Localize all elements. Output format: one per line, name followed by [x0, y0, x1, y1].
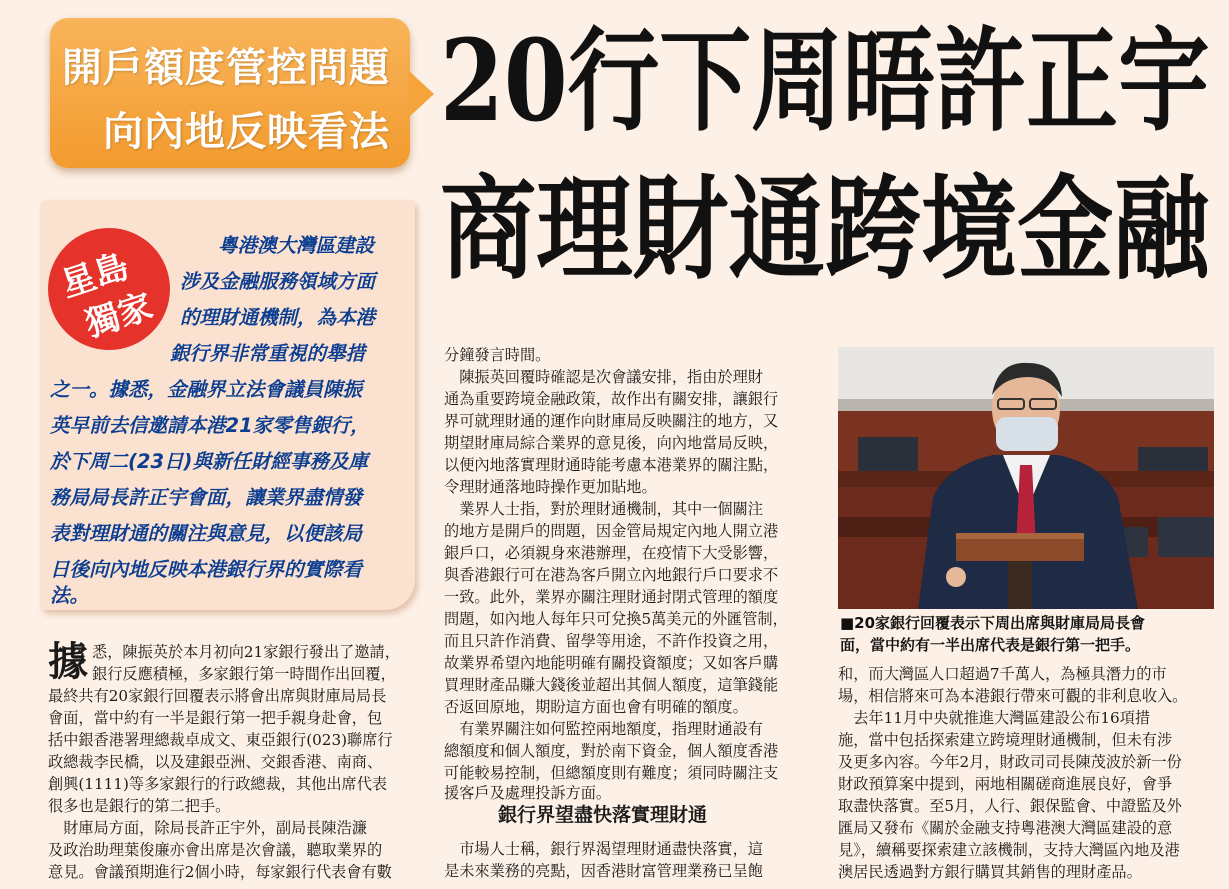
lead-line: 於下周二(23日)與新任財經事務及庫 [50, 450, 368, 473]
body-line: 故業界希望內地能明確有關投資額度；又如客戶購 [444, 654, 779, 672]
body-line: 財政預算案中提到，兩地相關磋商進展良好，會爭 [838, 775, 1173, 793]
section-subhead: 銀行界望盡快落實理財通 [498, 804, 708, 826]
lead-line: 的理財通機制，為本港 [180, 306, 376, 329]
lead-line: 之一。據悉，金融界立法會議員陳振 [50, 378, 363, 401]
topic-tag-line-2: 向內地反映看法 [103, 109, 390, 155]
body-line: 市場人士稱，銀行界渴望理財通盡快落實，這 [444, 840, 763, 858]
body-line: 而且只許作消費、留學等用途，不許作投資之用， [444, 632, 779, 650]
body-line: 銀戶口，必須親身來港辦理，在疫情下大受影響， [444, 544, 779, 562]
body-line: 援客戶及處理投訴方面。 [444, 784, 612, 802]
body-line: 總額度和個人額度，對於南下資金，個人額度香港 [444, 742, 779, 760]
body-line: 否返回原地，期盼這方面也會有明確的額度。 [444, 698, 748, 716]
body-line: 界可就理財通的運作向財庫局反映關注的地方，又 [444, 412, 779, 430]
lead-line: 英早前去信邀請本港21家零售銀行， [50, 414, 370, 437]
body-line: 一致。此外，業界亦關注理財通封閉式管理的額度 [444, 588, 779, 606]
body-line: 最終共有20家銀行回覆表示將會出席與財庫局局長 [48, 687, 387, 705]
lead-line: 日後向內地反映本港銀行界的實際看 [50, 558, 363, 581]
body-line: 見》，續稱要探索建立該機制，支持大灣區內地及港 [838, 841, 1180, 859]
body-line: 會面，當中約有一半是銀行第一把手親身赴會，包 [48, 709, 383, 727]
badge-line-1: 星島 [56, 246, 134, 306]
news-photo [838, 347, 1214, 609]
lead-line: 粵港澳大灣區建設 [218, 234, 375, 257]
body-line: 銀行反應積極，多家銀行第一時間作出回覆， [92, 665, 396, 683]
body-line: 期望財庫局綜合業界的意見後，向內地當局反映， [444, 434, 779, 452]
drop-cap: 據 [48, 638, 88, 685]
body-line: 取盡快落實。至5月，人行、銀保監會、中證監及外 [838, 797, 1182, 815]
topic-tag [50, 18, 410, 168]
topic-tag-line-1: 開戶額度管控問題 [62, 45, 390, 91]
body-line: 陳振英回覆時確認是次會議安排，指由於理財 [444, 368, 763, 386]
speaker-photo-illustration [838, 347, 1214, 609]
lead-line: 銀行界非常重視的舉措 [170, 342, 366, 365]
body-line: 令理財通落地時操作更加貼地。 [444, 478, 657, 496]
body-line: 悉，陳振英於本月初向21家銀行發出了邀請， [92, 643, 400, 661]
body-line: 去年11月中央就推進大灣區建設公布16項措 [838, 709, 1151, 727]
body-line: 以便內地落實理財通時能考慮本港業界的關注點， [444, 456, 779, 474]
lead-line: 務局局長許正宇會面，讓業界盡情發 [50, 486, 363, 509]
body-line: 財庫局方面，除局長許正宇外，副局長陳浩濂 [48, 819, 367, 837]
body-line: 澳居民透過對方銀行購買其銷售的理財產品。 [838, 863, 1142, 881]
badge-line-2: 獨家 [80, 286, 158, 346]
headline-line-1: 20行下周晤許正宇 [440, 16, 1210, 147]
lead-line: 涉及金融服務領域方面 [180, 270, 376, 293]
body-line: 有業界關注如何監控兩地額度，指理財通設有 [444, 720, 763, 738]
body-line: 分鐘發言時間。 [444, 346, 551, 364]
body-line: 問題，如內地人每年只可兌換5萬美元的外匯管制， [444, 610, 788, 628]
body-line: 政總裁李民橋，以及建銀亞洲、交銀香港、南商、 [48, 753, 383, 771]
headline-line-2: 商理財通跨境金融 [440, 164, 1210, 295]
body-line: 及政治助理葉俊廉亦會出席是次會議，聽取業界的 [48, 841, 383, 859]
body-line: 及更多內容。今年2月，財政司司長陳茂波於新一份 [838, 753, 1182, 771]
lead-line: 表對理財通的關注與意見，以便該局 [50, 522, 363, 545]
body-line: 場，相信將來可為本港銀行帶來可觀的非利息收入。 [838, 687, 1188, 705]
exclusive-badge [48, 228, 170, 350]
body-line: 意見。會議預期進行2個小時，每家銀行代表會有數 [48, 863, 392, 881]
body-line: 業界人士指，對於理財通機制，其中一個關注 [444, 500, 763, 518]
body-line: 通為重要跨境金融政策，故作出有關安排，讓銀行 [444, 390, 779, 408]
lead-line: 法。 [50, 584, 90, 607]
photo-caption-line-2: 面，當中約有一半出席代表是銀行第一把手。 [840, 636, 1141, 654]
body-line: 買理財產品賺大錢後並超出其個人額度，這筆錢能 [444, 676, 779, 694]
body-line: 施，當中包括探索建立跨境理財通機制，但未有涉 [838, 731, 1173, 749]
body-line: 括中銀香港署理總裁卓成文、東亞銀行(023)聯席行 [48, 731, 393, 749]
tag-pointer [408, 70, 434, 118]
body-line: 很多也是銀行的第二把手。 [48, 797, 231, 815]
body-line: 創興(1111)等多家銀行的行政總裁，其他出席代表 [48, 775, 388, 793]
photo-caption-line-1: ■20家銀行回覆表示下周出席與財庫局局長會 [840, 614, 1146, 632]
body-line: 可能較易控制，但總額度則有難度；須同時關注支 [444, 764, 779, 782]
body-line: 和，而大灣區人口超過7千萬人，為極具潛力的市 [838, 665, 1167, 683]
body-line: 匯局又發布《關於金融支持粵港澳大灣區建設的意 [838, 819, 1173, 837]
body-line: 與香港銀行可在港為客戶開立內地銀行戶口要求不 [444, 566, 779, 584]
body-line: 是未來業務的亮點，因香港財富管理業務已呈飽 [444, 862, 763, 880]
body-line: 的地方是開戶的問題，因金管局規定內地人開立港 [444, 522, 779, 540]
